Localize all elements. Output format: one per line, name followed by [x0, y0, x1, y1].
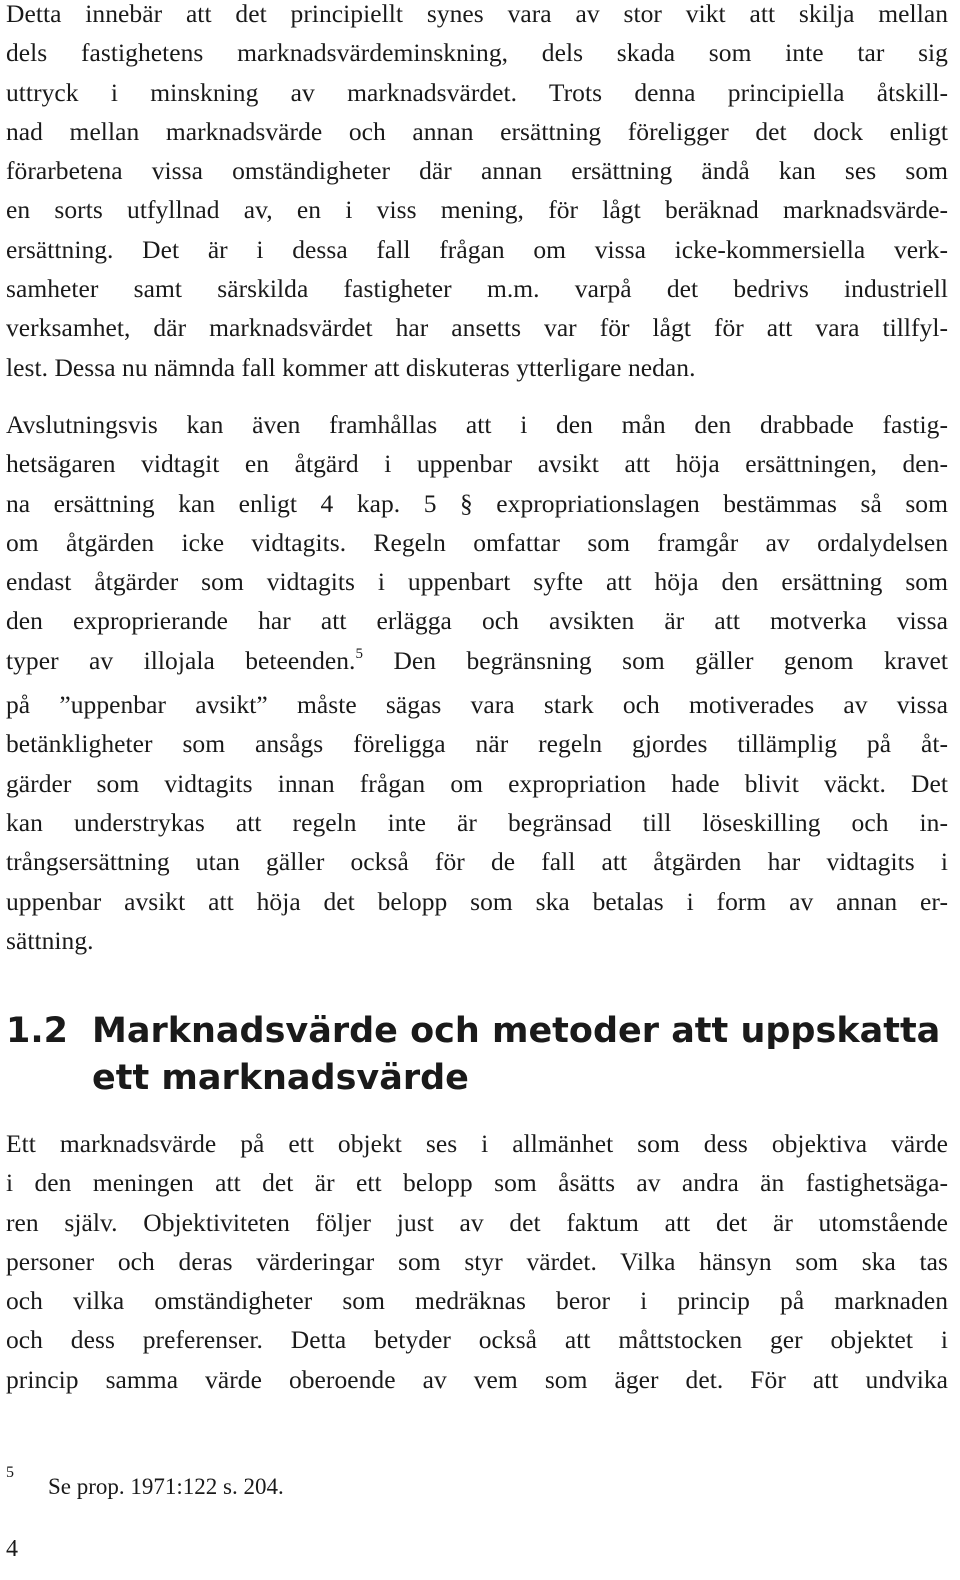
footnote-mark: 5	[6, 1464, 14, 1481]
text-line: i den meningen att det är ett belopp som åsätts av andra än fastighetsäga-	[6, 1168, 948, 1198]
text-line: kan understrykas att regeln inte är begränsad till löseskilling och in-	[6, 807, 948, 837]
footnote-text: Se prop. 1971:122 s. 204.	[48, 1474, 284, 1499]
text-line: uttryck i minskning av marknadsvärdet. Trots denna principiella åtskill-	[6, 77, 948, 107]
text-line: förarbetena vissa omständigheter där annan ersättning ändå kan ses som	[6, 156, 948, 186]
text-line: na ersättning kan enligt 4 kap. 5 § expropriationslagen bestämmas så som	[6, 488, 948, 518]
page-number: 4	[6, 1536, 18, 1562]
text-line: om åtgärden icke vidtagits. Regeln omfattar som framgår av ordalydelsen	[6, 527, 948, 557]
text-line: endast åtgärder som vidtagits i uppenbart syfte att höja den ersättning som	[6, 567, 948, 597]
section-title-line-1: Marknadsvärde och metoder att uppskatta	[92, 1011, 941, 1051]
section-number: 1.2	[6, 1011, 69, 1051]
section-heading	[6, 1008, 948, 1102]
text-line: dels fastighetens marknadsvärdeminskning, dels skada som inte tar sig	[6, 38, 948, 68]
text-line: Avslutningsvis kan även framhållas att i den mån den drabbade fastig-	[6, 410, 948, 439]
text-line: uppenbar avsikt att höja det belopp som ska betalas i form av annan er-	[6, 886, 948, 916]
paragraph-illoyal-measures	[6, 405, 948, 960]
text-line: den exproprierande har att erlägga och avsikten är att motverka vissa	[6, 606, 948, 636]
text-line: på ”uppenbar avsikt” måste sägas vara stark och motiverades av vissa	[6, 690, 948, 720]
paragraph-compensation-principle	[6, 0, 948, 387]
text-line: hetsägaren vidtagit en åtgärd i uppenbar avsikt att höja ersättningen, den-	[6, 449, 948, 479]
text-segment: typer av illojala beteenden.	[6, 645, 356, 675]
text-line: trångsersättning utan gäller också för de fall att åtgärden har vidtagits i	[6, 847, 948, 877]
text-line: princip samma värde oberoende av vem som äger det. För att undvika	[6, 1364, 948, 1394]
text-line: ersättning. Det är i dessa fall frågan om vissa icke-kommersiella verk-	[6, 234, 948, 264]
paragraph-market-value-definition	[6, 1124, 948, 1399]
text-line: Ett marknadsvärde på ett objekt ses i allmänhet som dess objektiva värde	[6, 1129, 948, 1158]
text-line: personer och deras värderingar som styr värdet. Vilka hänsyn som ska tas	[6, 1246, 948, 1276]
text-line: och dess preferenser. Detta betyder också att måttstocken ger objektet i	[6, 1325, 948, 1355]
text-segment: Den begränsning som gäller genom kravet	[363, 645, 948, 675]
text-line: betänkligheter som ansågs föreligga när regeln gjordes tillämplig på åt-	[6, 729, 948, 759]
text-line: verksamhet, där marknadsvärdet har ansetts var för lågt för att vara tillfyl-	[6, 313, 948, 343]
text-line: samheter samt särskilda fastigheter m.m. varpå det bedrivs industriell	[6, 274, 948, 304]
text-line: ren själv. Objektiviteten följer just av det faktum att det är utomstående	[6, 1207, 948, 1237]
text-line: Detta innebär att det principiellt synes vara av stor vikt att skilja mellan	[6, 0, 948, 28]
text-line: sättning.	[6, 925, 94, 955]
footnote-reference[interactable]: 5	[355, 645, 364, 662]
text-line: nad mellan marknadsvärde och annan ersättning föreligger det dock enligt	[6, 116, 948, 146]
text-line-with-footnote-ref	[6, 641, 948, 685]
text-line: gärder som vidtagits innan frågan om expropriation hade blivit väckt. Det	[6, 768, 948, 798]
section-title-line-2: ett marknadsvärde	[92, 1058, 469, 1098]
text-line: lest. Dessa nu nämnda fall kommer att diskuteras ytterligare nedan.	[6, 352, 696, 382]
text-line: en sorts utfyllnad av, en i viss mening, för lågt beräknad marknadsvärde-	[6, 195, 948, 225]
text-line: och vilka omständigheter som medräknas beror i princip på marknaden	[6, 1286, 948, 1316]
